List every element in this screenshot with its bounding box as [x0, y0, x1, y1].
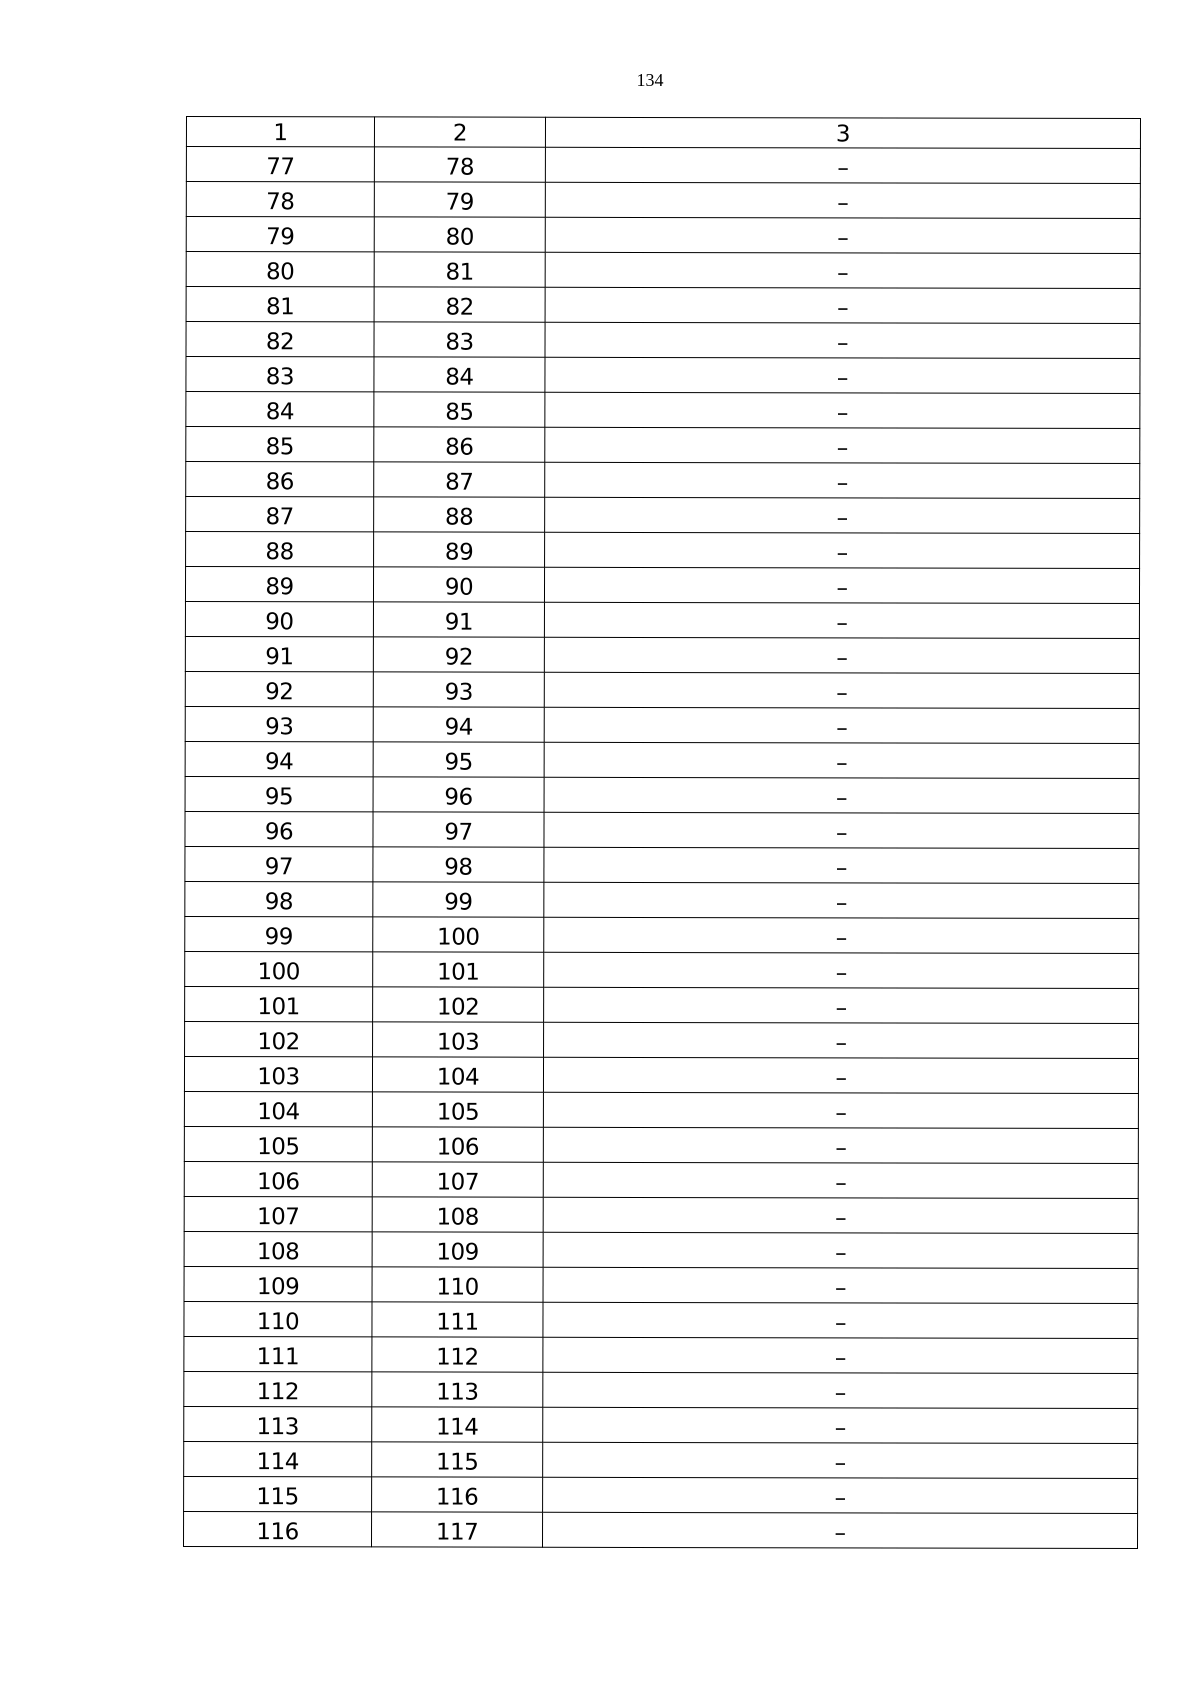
table-cell-col-1: 85: [186, 427, 374, 462]
table-row: [186, 427, 1140, 464]
table-cell-col-2: 98: [373, 847, 544, 882]
table-cell-col-1: 107: [184, 1196, 372, 1231]
table-cell-col-1: 96: [185, 811, 373, 846]
table-cell-col-1: 90: [185, 602, 373, 637]
table-cell-col-3: –: [543, 1092, 1138, 1128]
table-cell-col-1: 103: [184, 1056, 372, 1091]
table-cell-col-1: 111: [184, 1336, 372, 1371]
table-row: [185, 602, 1139, 639]
table-header-row: [186, 117, 1140, 149]
table-row: [184, 1231, 1138, 1268]
table-cell-col-3: –: [543, 1442, 1138, 1478]
table-cell-col-1: 112: [184, 1371, 372, 1406]
table-cell-col-3: –: [544, 952, 1139, 988]
table-cell-col-1: 77: [186, 147, 374, 182]
table-cell-col-1: 92: [185, 671, 373, 706]
table-row: [185, 636, 1139, 673]
table-cell-col-3: –: [545, 392, 1140, 428]
table-cell-col-2: 100: [373, 917, 544, 952]
table-row: [186, 217, 1140, 254]
table-row: [185, 671, 1139, 708]
table-cell-col-2: 110: [372, 1267, 543, 1302]
table-cell-col-2: 88: [374, 497, 545, 532]
table-cell-col-2: 93: [373, 672, 544, 707]
column-header-1: 1: [186, 117, 374, 147]
table-row: [186, 497, 1140, 534]
table-cell-col-1: 100: [185, 951, 373, 986]
table-cell-col-1: 113: [184, 1406, 372, 1441]
table-cell-col-2: 81: [374, 252, 545, 287]
table-row: [186, 147, 1140, 184]
table-cell-col-3: –: [544, 812, 1139, 848]
table-row: [185, 741, 1139, 778]
table-cell-col-1: 84: [186, 392, 374, 427]
table-cell-col-2: 107: [372, 1162, 543, 1197]
table-cell-col-3: –: [544, 742, 1139, 778]
table-cell-col-2: 108: [372, 1197, 543, 1232]
table-cell-col-1: 108: [184, 1231, 372, 1266]
table-row: [186, 287, 1140, 324]
table-cell-col-2: 114: [372, 1407, 543, 1442]
table-cell-col-1: 98: [185, 881, 373, 916]
table-cell-col-1: 87: [186, 497, 374, 532]
table-cell-col-3: –: [545, 497, 1140, 533]
table-cell-col-2: 97: [373, 812, 544, 847]
data-table: [183, 116, 1141, 1549]
table-cell-col-1: 97: [185, 846, 373, 881]
table-cell-col-2: 79: [374, 182, 545, 217]
table-cell-col-2: 105: [372, 1092, 543, 1127]
table-cell-col-2: 80: [374, 217, 545, 252]
table-cell-col-1: 102: [185, 1021, 373, 1056]
table-cell-col-3: –: [543, 1337, 1138, 1373]
table-cell-col-3: –: [543, 1057, 1138, 1093]
table-cell-col-3: –: [545, 217, 1140, 253]
table-cell-col-3: –: [544, 637, 1139, 673]
table-row: [186, 252, 1140, 289]
table-cell-col-2: 89: [374, 532, 545, 567]
table-row: [185, 986, 1139, 1023]
table-cell-col-2: 91: [373, 602, 544, 637]
table-cell-col-1: 83: [186, 357, 374, 392]
table-cell-col-2: 78: [374, 147, 545, 182]
table-cell-col-1: 88: [186, 532, 374, 567]
table-cell-col-3: –: [545, 427, 1140, 463]
table-cell-col-2: 90: [373, 567, 544, 602]
table-body: [184, 117, 1141, 1549]
table-row: [184, 1161, 1138, 1198]
table-cell-col-2: 101: [373, 952, 544, 987]
table-row: [186, 182, 1140, 219]
table-row: [184, 1511, 1138, 1548]
table-cell-col-2: 115: [372, 1442, 543, 1477]
table-cell-col-3: –: [545, 462, 1140, 498]
table-cell-col-3: –: [544, 707, 1139, 743]
table-cell-col-1: 80: [186, 252, 374, 287]
table-cell-col-2: 111: [372, 1302, 543, 1337]
table-row: [184, 1056, 1138, 1093]
table-cell-col-3: –: [545, 532, 1140, 568]
table-cell-col-1: 89: [185, 567, 373, 602]
table-cell-col-1: 79: [186, 217, 374, 252]
table-row: [186, 392, 1140, 429]
table-cell-col-3: –: [544, 777, 1139, 813]
table-cell-col-2: 99: [373, 882, 544, 917]
table-cell-col-3: –: [544, 847, 1139, 883]
table-cell-col-1: 115: [184, 1476, 372, 1511]
table-cell-col-2: 104: [372, 1057, 543, 1092]
table-cell-col-3: –: [544, 1022, 1139, 1058]
table-cell-col-1: 116: [184, 1511, 372, 1546]
table-cell-col-1: 91: [185, 636, 373, 671]
table-cell-col-3: –: [543, 1512, 1138, 1548]
column-header-2: 2: [374, 117, 545, 147]
table-cell-col-1: 114: [184, 1441, 372, 1476]
table-cell-col-3: –: [545, 252, 1140, 288]
table-cell-col-1: 95: [185, 776, 373, 811]
table-cell-col-1: 81: [186, 287, 374, 322]
table-cell-col-2: 95: [373, 742, 544, 777]
table-row: [185, 567, 1139, 604]
table-cell-col-3: –: [543, 1372, 1138, 1408]
table-row: [184, 1266, 1138, 1303]
table-cell-col-3: –: [544, 987, 1139, 1023]
table-cell-col-2: 113: [372, 1372, 543, 1407]
table-cell-col-2: 82: [374, 287, 545, 322]
table-cell-col-2: 106: [372, 1127, 543, 1162]
table-cell-col-1: 94: [185, 741, 373, 776]
table-row: [184, 1371, 1138, 1408]
table-row: [184, 1406, 1138, 1443]
table-row: [186, 532, 1140, 569]
table-row: [184, 1441, 1138, 1478]
table-cell-col-2: 96: [373, 777, 544, 812]
table-cell-col-2: 85: [374, 392, 545, 427]
table-cell-col-3: –: [545, 147, 1140, 183]
table-cell-col-3: –: [545, 287, 1140, 323]
table-cell-col-2: 103: [373, 1022, 544, 1057]
table-cell-col-3: –: [544, 672, 1139, 708]
table-cell-col-2: 112: [372, 1337, 543, 1372]
table-cell-col-2: 102: [373, 987, 544, 1022]
table-cell-col-1: 110: [184, 1301, 372, 1336]
column-header-3: 3: [545, 117, 1140, 148]
table-cell-col-2: 83: [374, 322, 545, 357]
table-cell-col-1: 101: [185, 986, 373, 1021]
table-cell-col-3: –: [544, 882, 1139, 918]
table-cell-col-3: –: [544, 917, 1139, 953]
table-row: [186, 462, 1140, 499]
table-cell-col-2: 87: [374, 462, 545, 497]
table-cell-col-3: –: [543, 1127, 1138, 1163]
table-cell-col-3: –: [543, 1267, 1138, 1303]
table-row: [185, 916, 1139, 953]
table-cell-col-1: 99: [185, 916, 373, 951]
table-row: [185, 776, 1139, 813]
table-cell-col-3: –: [544, 567, 1139, 603]
table-cell-col-1: 104: [184, 1091, 372, 1126]
table-cell-col-2: 86: [374, 427, 545, 462]
table-cell-col-2: 94: [373, 707, 544, 742]
table-row: [185, 811, 1139, 848]
table-row: [185, 846, 1139, 883]
table-cell-col-1: 93: [185, 706, 373, 741]
table-cell-col-1: 109: [184, 1266, 372, 1301]
table-cell-col-1: 78: [186, 182, 374, 217]
table-cell-col-3: –: [543, 1302, 1138, 1338]
table-row: [185, 951, 1139, 988]
table-cell-col-1: 106: [184, 1161, 372, 1196]
table-cell-col-3: –: [545, 357, 1140, 393]
table-row: [184, 1476, 1138, 1513]
table-cell-col-3: –: [543, 1477, 1138, 1513]
table-cell-col-3: –: [545, 322, 1140, 358]
table-cell-col-1: 82: [186, 322, 374, 357]
table-cell-col-3: –: [545, 182, 1140, 218]
table-cell-col-2: 109: [372, 1232, 543, 1267]
table-cell-col-2: 116: [372, 1477, 543, 1512]
table-cell-col-3: –: [543, 1232, 1138, 1268]
table-cell-col-3: –: [543, 1407, 1138, 1443]
table-row: [184, 1126, 1138, 1163]
table-cell-col-1: 86: [186, 462, 374, 497]
page-number: 134: [636, 70, 664, 90]
table-row: [184, 1336, 1138, 1373]
table-row: [186, 357, 1140, 394]
table-row: [185, 881, 1139, 918]
table-row: [184, 1301, 1138, 1338]
table-cell-col-1: 105: [184, 1126, 372, 1161]
table-row: [184, 1196, 1138, 1233]
table-cell-col-3: –: [544, 602, 1139, 638]
table-cell-col-3: –: [543, 1197, 1138, 1233]
table-cell-col-3: –: [543, 1162, 1138, 1198]
table-row: [184, 1091, 1138, 1128]
table-cell-col-2: 117: [372, 1512, 543, 1547]
table-row: [185, 706, 1139, 743]
table-cell-col-2: 84: [374, 357, 545, 392]
table-cell-col-2: 92: [373, 637, 544, 672]
table-row: [185, 1021, 1139, 1058]
table-row: [186, 322, 1140, 359]
